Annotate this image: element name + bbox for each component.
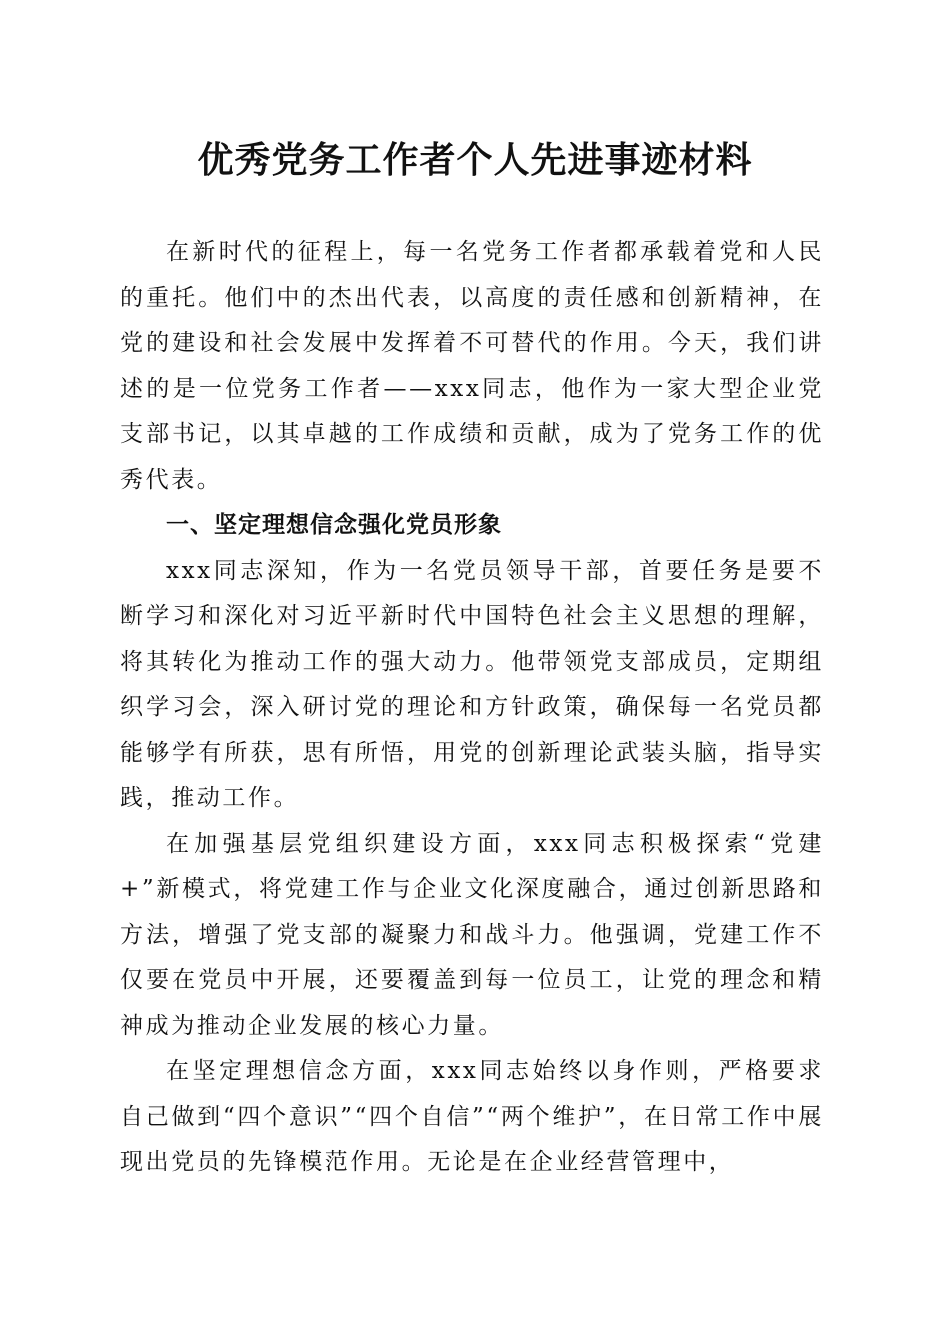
document-body: [120, 230, 824, 1186]
document-title: 优秀党务工作者个人先进事迹材料: [197, 139, 753, 181]
section-paragraph-1: xxx同志深知，作为一名党员领导干部，首要任务是要不断学习和深化对习近平新时代中国特色社会主义思想的理解，将其转化为推动工作的强大动力。他带领党支部成员，定期组织学习会，深入研讨党的理论和方针政策，确保每一名党员都能够学有所获，思有所悟，用党的创新理论武装头脑，指导实践，推动工作。: [120, 557, 824, 811]
section-paragraph-3: 在坚定理想信念方面，xxx同志始终以身作则，严格要求自己做到“四个意识”“四个自信”“两个维护”，在日常工作中展现出党员的先锋模范作用。无论是在企业经营管理中，: [120, 1058, 824, 1175]
section-paragraph-2: 在加强基层党组织建设方面，xxx同志积极探索“党建+”新模式，将党建工作与企业文化深度融合，通过创新思路和方法，增强了党支部的凝聚力和战斗力。他强调，党建工作不仅要在党员中开展，还要覆盖到每一位员工，让党的理念和精神成为推动企业发展的核心力量。: [120, 830, 824, 1039]
section-heading: 一、坚定理想信念强化党员形象: [166, 512, 502, 538]
intro-paragraph: 在新时代的征程上，每一名党务工作者都承载着党和人民的重托。他们中的杰出代表，以高度的责任感和创新精神，在党的建设和社会发展中发挥着不可替代的作用。今天，我们讲述的是一位党务工作者——xxx同志，他作为一家大型企业党支部书记，以其卓越的工作成绩和贡献，成为了党务工作的优秀代表。: [120, 239, 824, 493]
